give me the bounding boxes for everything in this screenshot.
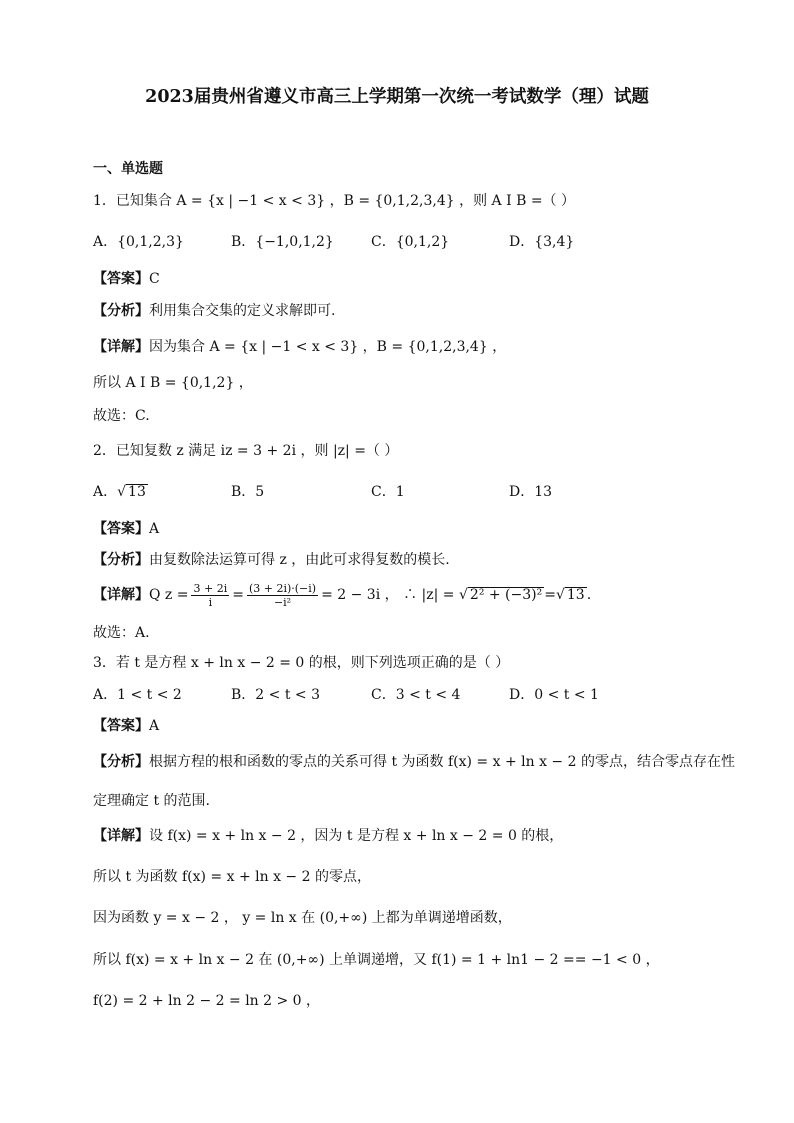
- q3-stem: 3．若 t 是方程 x + ln x − 2 = 0 的根，则下列选项正确的是（ ）: [93, 655, 510, 671]
- q3-detail: [93, 827, 563, 845]
- q2-analysis: [93, 551, 450, 569]
- detail-period: .: [586, 587, 592, 603]
- radicand: 13: [128, 484, 146, 500]
- q2-option-d: D．13: [509, 484, 553, 500]
- radicand-sum: 2² + (−3)²: [469, 587, 543, 603]
- q2-detail: [93, 578, 591, 612]
- fraction-1-denominator: i: [208, 595, 213, 609]
- q1-detail: [93, 338, 506, 356]
- q2-option-b: B．5: [231, 484, 265, 500]
- q3-option-d: D．0 < t < 1: [509, 687, 599, 703]
- q3-detail-line2: 所以 t 为函数 f(x) = x + ln x − 2 的零点，: [93, 869, 371, 885]
- q1-option-d: D．{3,4}: [509, 234, 575, 250]
- q1-detail-line2: 所以 A I B = {0,1,2} ，: [93, 375, 253, 391]
- section-heading: 一、单选题: [93, 161, 163, 177]
- detail-tag: 【详解】: [93, 587, 149, 603]
- q2-option-c: C．1: [371, 484, 405, 500]
- analysis-tag: 【分析】: [93, 303, 149, 319]
- sqrt-sign: √: [117, 484, 127, 500]
- detail-equals: =: [544, 587, 556, 603]
- sqrt-sign: √: [458, 587, 468, 603]
- q1-option-a: A．{0,1,2,3}: [93, 234, 184, 250]
- analysis-text: 根据方程的根和函数的零点的关系可得 t 为函数 f(x) = x + ln x − 2 的零点，结合零点存在性: [149, 754, 735, 770]
- q1-analysis: [93, 302, 335, 320]
- detail-tag: 【详解】: [93, 339, 149, 355]
- q3-detail-line4: 所以 f(x) = x + ln x − 2 在 (0,+∞) 上单调递增，又 f(1) = 1 + ln1 − 2 == −1 < 0 ，: [93, 952, 660, 968]
- analysis-text: 由复数除法运算可得 z ，由此可求得复数的模长.: [149, 552, 450, 568]
- detail-middle: = 2 − 3i ， ∴ |z| =: [321, 587, 455, 603]
- q1-answer: [93, 270, 160, 288]
- q3-analysis: [93, 753, 735, 771]
- detail-text: 因为集合 A = {x | −1 < x < 3} ，B = {0,1,2,3,4} ，: [149, 339, 507, 355]
- detail-lead: Q z =: [149, 587, 189, 603]
- q3-option-b: B．2 < t < 3: [231, 687, 320, 703]
- q3-detail-line5: f(2) = 2 + ln 2 − 2 = ln 2 > 0 ，: [93, 993, 321, 1009]
- fraction-2-numerator: (3 + 2i)·(−i): [248, 581, 317, 595]
- analysis-text: 利用集合交集的定义求解即可.: [149, 303, 336, 319]
- equals-sign: =: [232, 587, 244, 603]
- q1-option-b: B．{−1,0,1,2}: [231, 234, 334, 250]
- answer-tag: 【答案】: [93, 271, 149, 287]
- answer-tag: 【答案】: [93, 521, 149, 537]
- analysis-tag: 【分析】: [93, 552, 149, 568]
- q2-choose: 故选：A.: [93, 625, 150, 641]
- q1-choose: 故选：C.: [93, 408, 150, 424]
- analysis-tag: 【分析】: [93, 754, 149, 770]
- answer-value: A: [149, 718, 160, 734]
- sqrt-sign: √: [555, 587, 565, 603]
- q3-analysis-line2: 定理确定 t 的范围.: [93, 793, 210, 809]
- q3-answer: [93, 717, 159, 735]
- q1-option-c: C．{0,1,2}: [371, 234, 450, 250]
- fraction-2: [247, 582, 318, 609]
- answer-tag: 【答案】: [93, 718, 149, 734]
- page-title: 2023届贵州省遵义市高三上学期第一次统一考试数学（理）试题: [145, 87, 649, 107]
- radicand-13: 13: [566, 587, 585, 603]
- option-letter: A．: [93, 484, 118, 500]
- q2-option-a: [93, 483, 148, 501]
- detail-tag: 【详解】: [93, 828, 149, 844]
- q3-detail-line3: 因为函数 y = x − 2 ， y = ln x 在 (0,+∞) 上都为单调递增函数，: [93, 910, 512, 926]
- answer-value: C: [149, 271, 160, 287]
- q2-answer: [93, 520, 159, 538]
- fraction-1: [191, 582, 229, 609]
- detail-text: 设 f(x) = x + ln x − 2 ，因为 t 是方程 x + ln x − 2 = 0 的根，: [149, 828, 564, 844]
- q3-option-c: C．3 < t < 4: [371, 687, 461, 703]
- fraction-1-numerator: 3 + 2i: [193, 581, 228, 595]
- q2-stem: 2．已知复数 z 满足 iz = 3 + 2i ，则 |z| =（ ）: [93, 443, 399, 459]
- q1-stem: 1．已知集合 A = {x | −1 < x < 3} ，B = {0,1,2,3,4} ，则 A I B =（ ）: [93, 193, 576, 209]
- fraction-2-denominator: −i²: [273, 595, 292, 609]
- q3-option-a: A．1 < t < 2: [93, 687, 182, 703]
- answer-value: A: [149, 521, 160, 537]
